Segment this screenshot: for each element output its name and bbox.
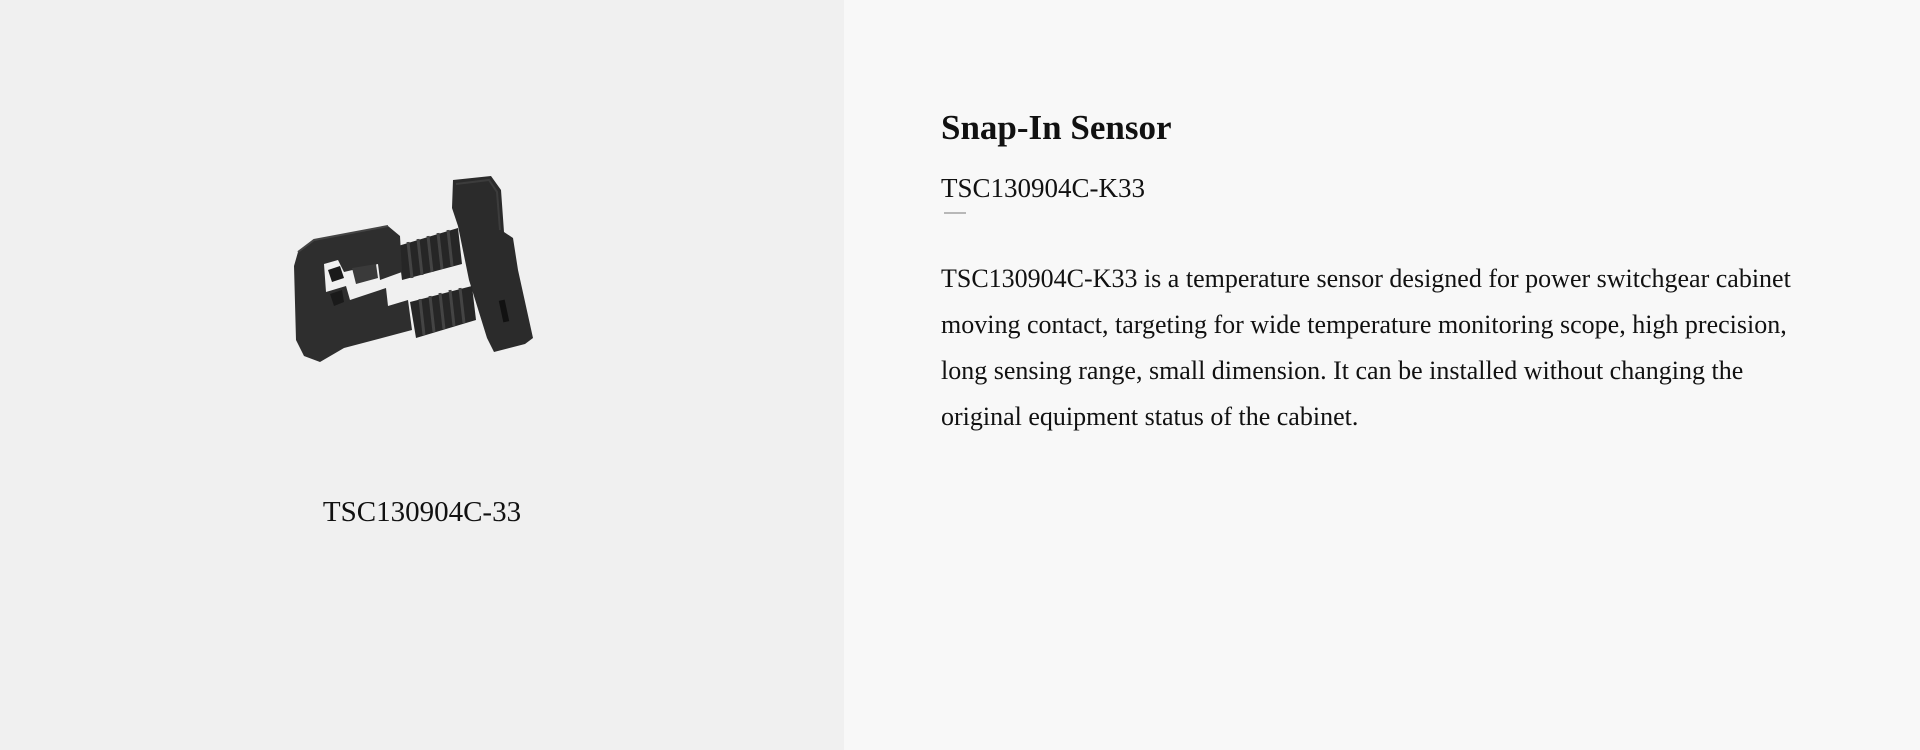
product-description: TSC130904C-K33 is a temperature sensor designed for power switchgear cabinet moving contact, targeting for wide temperature monitoring scope, high precision, long sensing range, small dimension. It can be installed without changing the original equipment status of the cabinet.: [941, 264, 1791, 431]
product-title: Snap-In Sensor: [941, 108, 1172, 147]
product-caption: TSC130904C-33: [322, 496, 522, 528]
title-divider: [944, 212, 966, 214]
product-model-number: TSC130904C-K33: [941, 173, 1146, 203]
snap-in-sensor-illustration: [280, 160, 560, 400]
product-details: [941, 104, 1821, 440]
product-image: [280, 160, 560, 400]
product-image-panel: [0, 0, 844, 750]
product-details-panel: [844, 0, 1920, 750]
